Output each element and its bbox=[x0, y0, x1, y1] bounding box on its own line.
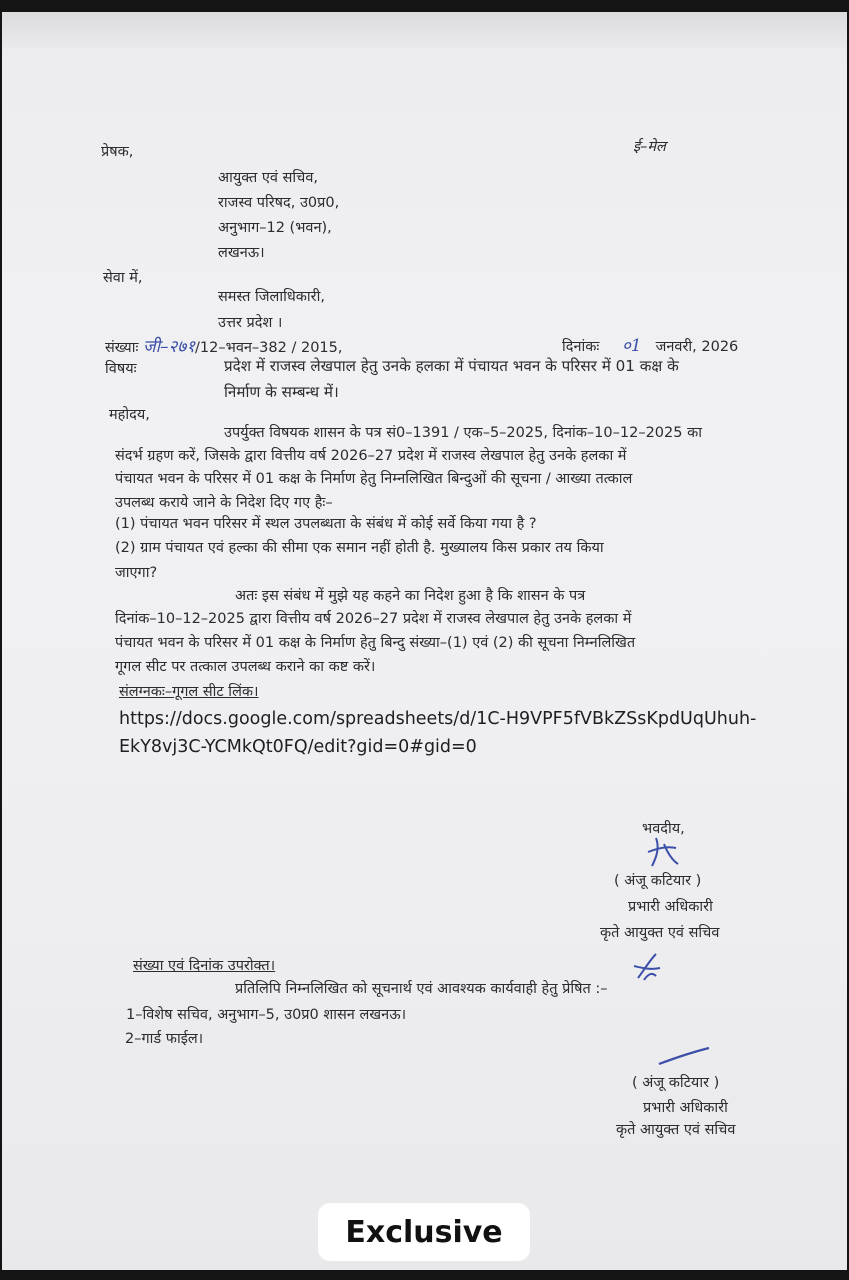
signatory-designation: प्रभारी अधिकारी bbox=[628, 899, 713, 915]
google-sheet-link[interactable]: https://docs.google.com/spreadsheets/d/1C-H9VPF5fVBkZSsKpdUqUhuh- bbox=[119, 709, 757, 729]
sender-line: लखनऊ। bbox=[218, 245, 265, 261]
body-line: उपलब्ध कराये जाने के निदेश दिए गए हैः– bbox=[115, 495, 333, 511]
point-item: (1) पंचायत भवन परिसर में स्थल उपलब्धता के संबंध में कोई सर्वे किया गया है ? bbox=[115, 516, 537, 532]
signatory2-on-behalf: कृते आयुक्त एवं सचिव bbox=[616, 1122, 736, 1138]
salutation: महोदय, bbox=[109, 407, 150, 423]
exclusive-badge: Exclusive bbox=[318, 1203, 530, 1261]
google-sheet-link-cont[interactable]: EkY8vj3C-YCMkQt0FQ/edit?gid=0#gid=0 bbox=[119, 737, 477, 757]
page-fold-shadow bbox=[2, 12, 847, 48]
point-item: जाएगा? bbox=[115, 565, 158, 581]
sender-line: आयुक्त एवं सचिव, bbox=[218, 170, 319, 186]
body-line: दिनांक–10–12–2025 द्वारा वित्तीय वर्ष 2026–27 प्रदेश में राजस्व लेखपाल हेतु उनके हलका में bbox=[115, 611, 632, 627]
reference-rest: /12–भवन–382 / 2015, bbox=[195, 340, 343, 356]
recipient-label: सेवा में, bbox=[103, 270, 143, 286]
subject-line: प्रदेश में राजस्व लेखपाल हेतु उनके हलका में पंचायत भवन के परिसर में 01 कक्ष के bbox=[224, 357, 679, 375]
copy-list-item: 1–विशेष सचिव, अनुभाग–5, उ0प्र0 शासन लखनऊ। bbox=[126, 1007, 407, 1023]
subject-label: विषयः bbox=[105, 361, 137, 377]
body-line: संदर्भ ग्रहण करें, जिसके द्वारा वित्तीय वर्ष 2026–27 प्रदेश में राजस्व लेखपाल हेतु उनके हलका में bbox=[115, 448, 627, 464]
point-item: (2) ग्राम पंचायत एवं हल्का की सीमा एक समान नहीं होती है. मुख्यालय किस प्रकार तय किया bbox=[115, 540, 604, 556]
reference-label: संख्याः bbox=[105, 340, 139, 356]
signatory-name: ( अंजू कटियार ) bbox=[614, 873, 702, 889]
body-line: पंचायत भवन के परिसर में 01 कक्ष के निर्माण हेतु निम्नलिखित बिन्दुओं की सूचना / आख्या तत्काल bbox=[115, 471, 633, 487]
initials-mark bbox=[630, 950, 664, 984]
signatory2-designation: प्रभारी अधिकारी bbox=[643, 1100, 728, 1116]
recipient-line: समस्त जिलाधिकारी, bbox=[218, 289, 325, 305]
body-line: अतः इस संबंध में मुझे यह कहने का निदेश हुआ है कि शासन के पत्र bbox=[235, 588, 586, 604]
signature-mark bbox=[642, 834, 690, 870]
closing: भवदीय, bbox=[642, 821, 685, 837]
sender-line: राजस्व परिषद, उ0प्र0, bbox=[218, 195, 340, 211]
letter-page bbox=[2, 12, 847, 1270]
signatory2-name: ( अंजू कटियार ) bbox=[632, 1075, 720, 1091]
body-line: उपर्युक्त विषयक शासन के पत्र सं0–1391 / एक–5–2025, दिनांक–10–12–2025 का bbox=[224, 425, 702, 441]
reference-number bbox=[105, 337, 342, 357]
subject-line: निर्माण के सम्बन्ध में। bbox=[224, 383, 339, 401]
date-rest: जनवरी, 2026 bbox=[655, 339, 739, 355]
copy-reference: संख्या एवं दिनांक उपरोक्त। bbox=[133, 958, 276, 974]
date-handwritten: ०1 bbox=[621, 336, 642, 356]
signature-stroke bbox=[657, 1044, 713, 1068]
reference-handwritten: जी–२७१ bbox=[143, 337, 196, 357]
body-line: गूगल सीट पर तत्काल उपलब्ध कराने का कष्ट करें। bbox=[115, 659, 376, 675]
date-label: दिनांकः bbox=[562, 339, 600, 355]
sender-line: अनुभाग–12 (भवन), bbox=[218, 220, 332, 236]
sender-label: प्रेषक, bbox=[101, 144, 134, 160]
copy-intro: प्रतिलिपि निम्नलिखित को सूचनार्थ एवं आवश्यक कार्यवाही हेतु प्रेषित :– bbox=[235, 981, 608, 997]
email-mode-label: ई–मेल bbox=[633, 139, 666, 155]
recipient-line: उत्तर प्रदेश । bbox=[218, 315, 283, 331]
attachment-label: संलग्नकः–गूगल सीट लिंक। bbox=[119, 684, 259, 700]
body-line: पंचायत भवन के परिसर में 01 कक्ष के निर्माण हेतु बिन्दु संख्या–(1) एवं (2) की सूचना निम्नलिखित bbox=[115, 635, 636, 651]
letter-date bbox=[562, 336, 738, 356]
copy-list-item: 2–गार्ड फाईल। bbox=[125, 1031, 204, 1047]
signatory-on-behalf: कृते आयुक्त एवं सचिव bbox=[600, 925, 720, 941]
